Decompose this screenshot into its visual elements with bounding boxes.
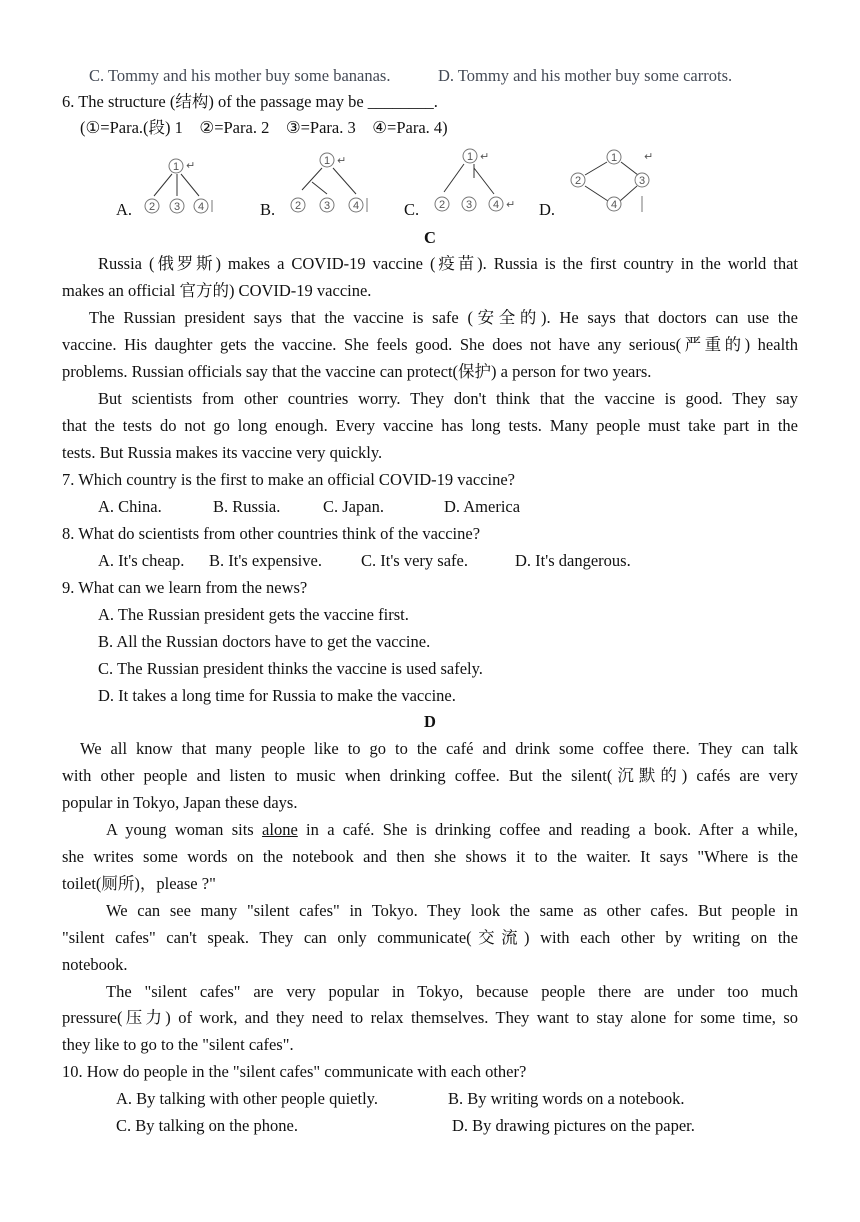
q9-question: 9. What can we learn from the news? — [62, 578, 308, 597]
passage-d-p2-line2: she writes some words on the notebook and then she shows it to the waiter. It says "Where is the — [62, 847, 798, 866]
q7-option-d: D. America — [444, 497, 521, 516]
svg-text:1: 1 — [467, 151, 474, 163]
svg-text:1: 1 — [324, 155, 331, 167]
passage-c-p3-line1: But scientists from other countries worry. They don't think that the vaccine is good. They say — [98, 389, 798, 408]
passage-c-p3-line2: that the tests do not go long enough. Every vaccine has long tests. Many people must take part in the — [62, 416, 798, 435]
q9-option-d: D. It takes a long time for Russia to make the vaccine. — [98, 686, 456, 705]
svg-text:2: 2 — [439, 199, 446, 211]
passage-c-p1-line2: makes an official 官方的) COVID-19 vaccine. — [62, 281, 372, 300]
q7-option-b: B. Russia. — [213, 497, 281, 516]
q6-legend: (①=Para.(段) 1 ②=Para. 2 ③=Para. 3 ④=Para. 4) — [80, 118, 448, 137]
svg-text:2: 2 — [295, 200, 302, 212]
q6-option-d-label: D. — [539, 200, 556, 219]
q10-option-c: C. By talking on the phone. — [116, 1116, 298, 1135]
svg-text:3: 3 — [324, 200, 331, 212]
svg-text:4: 4 — [611, 199, 618, 211]
q8-option-b: B. It's expensive. — [209, 551, 322, 570]
passage-d-p1-line3: popular in Tokyo, Japan these days. — [62, 793, 298, 812]
svg-text:↵: ↵ — [644, 151, 654, 163]
q7-option-a: A. China. — [98, 497, 162, 516]
passage-d-p3-line3: notebook. — [62, 955, 128, 974]
passage-c-p2-line1: The Russian president says that the vaccine is safe (安全的). He says that doctors can use the — [89, 308, 798, 327]
q6-option-c-diagram — [428, 146, 520, 218]
q7-question: 7. Which country is the first to make an official COVID-19 vaccine? — [62, 470, 516, 489]
svg-text:↵: ↵ — [337, 155, 347, 167]
passage-d-p1-line1: We all know that many people like to go to the café and drink some coffee there. They can talk — [80, 739, 798, 758]
passage-c-heading: C — [424, 228, 436, 247]
q8-option-a: A. It's cheap. — [98, 551, 185, 570]
passage-d-p2-line1: A young woman sits alone in a café. She is drinking coffee and reading a book. After a while, — [106, 820, 798, 839]
q7-option-c: C. Japan. — [323, 497, 384, 516]
q6-option-a-diagram — [140, 152, 220, 218]
q8-option-c: C. It's very safe. — [361, 551, 468, 570]
passage-d-heading: D — [424, 712, 436, 731]
passage-d-p1-line2: with other people and listen to music when drinking coffee. But the silent(沉默的) cafés are very — [62, 766, 798, 785]
passage-d-p4-line3: they like to go to the "silent cafes". — [62, 1035, 294, 1054]
passage-d-p3-line1: We can see many "silent cafes" in Tokyo. They look the same as other cafes. But people in — [106, 901, 798, 920]
q6-option-c-label: C. — [404, 200, 420, 219]
q9-option-b: B. All the Russian doctors have to get the vaccine. — [98, 632, 431, 651]
svg-text:1: 1 — [173, 161, 180, 173]
q6-option-d-diagram — [560, 146, 660, 218]
passage-c-p1-line1: Russia (俄罗斯) makes a COVID-19 vaccine (疫苗). Russia is the first country in the world that — [98, 254, 798, 273]
svg-text:1: 1 — [611, 152, 618, 164]
svg-text:4: 4 — [353, 200, 360, 212]
q6-option-b-diagram — [284, 150, 376, 218]
passage-c-p3-line3: tests. But Russia makes its vaccine very quickly. — [62, 443, 383, 462]
q8-option-d: D. It's dangerous. — [515, 551, 631, 570]
q9-option-a: A. The Russian president gets the vaccine first. — [98, 605, 409, 624]
svg-text:3: 3 — [174, 201, 181, 213]
q6-option-b-label: B. — [260, 200, 276, 219]
passage-d-p4-line2: pressure(压力) of work, and they need to relax themselves. They want to stay alone for some time, so — [62, 1008, 798, 1027]
passage-d-p3-line2: "silent cafes" can't speak. They can only communicate(交流) with each other by writing on the — [62, 928, 798, 947]
q6-question: 6. The structure (结构) of the passage may be ________. — [62, 92, 438, 111]
passage-d-p4-line1: The "silent cafes" are very popular in Tokyo, because people there are under too much — [106, 982, 798, 1001]
q10-option-b: B. By writing words on a notebook. — [448, 1089, 685, 1108]
q5-option-c: C. Tommy and his mother buy some bananas. — [89, 66, 391, 85]
svg-text:2: 2 — [575, 175, 582, 187]
underlined-word-alone: alone — [262, 820, 298, 839]
svg-text:3: 3 — [466, 199, 473, 211]
svg-text:↵: ↵ — [186, 160, 196, 172]
q6-option-a-label: A. — [116, 200, 133, 219]
q5-option-d: D. Tommy and his mother buy some carrots. — [438, 66, 733, 85]
svg-text:2: 2 — [149, 201, 156, 213]
svg-text:↵: ↵ — [506, 199, 516, 211]
q10-option-d: D. By drawing pictures on the paper. — [452, 1116, 695, 1135]
passage-d-p2-line3: toilet(厕所)，please ?" — [62, 874, 216, 893]
svg-text:↵: ↵ — [480, 151, 490, 163]
passage-c-p2-line2: vaccine. His daughter gets the vaccine. She feels good. She does not have any serious(严重的) health — [62, 335, 798, 354]
q8-question: 8. What do scientists from other countries think of the vaccine? — [62, 524, 481, 543]
svg-text:4: 4 — [198, 201, 205, 213]
q10-question: 10. How do people in the "silent cafes" communicate with each other? — [62, 1062, 527, 1081]
svg-text:3: 3 — [639, 175, 646, 187]
passage-c-p2-line3: problems. Russian officials say that the vaccine can protect(保护) a person for two years. — [62, 362, 652, 381]
svg-text:4: 4 — [493, 199, 500, 211]
q9-option-c: C. The Russian president thinks the vaccine is used safely. — [98, 659, 483, 678]
q10-option-a: A. By talking with other people quietly. — [116, 1089, 378, 1108]
